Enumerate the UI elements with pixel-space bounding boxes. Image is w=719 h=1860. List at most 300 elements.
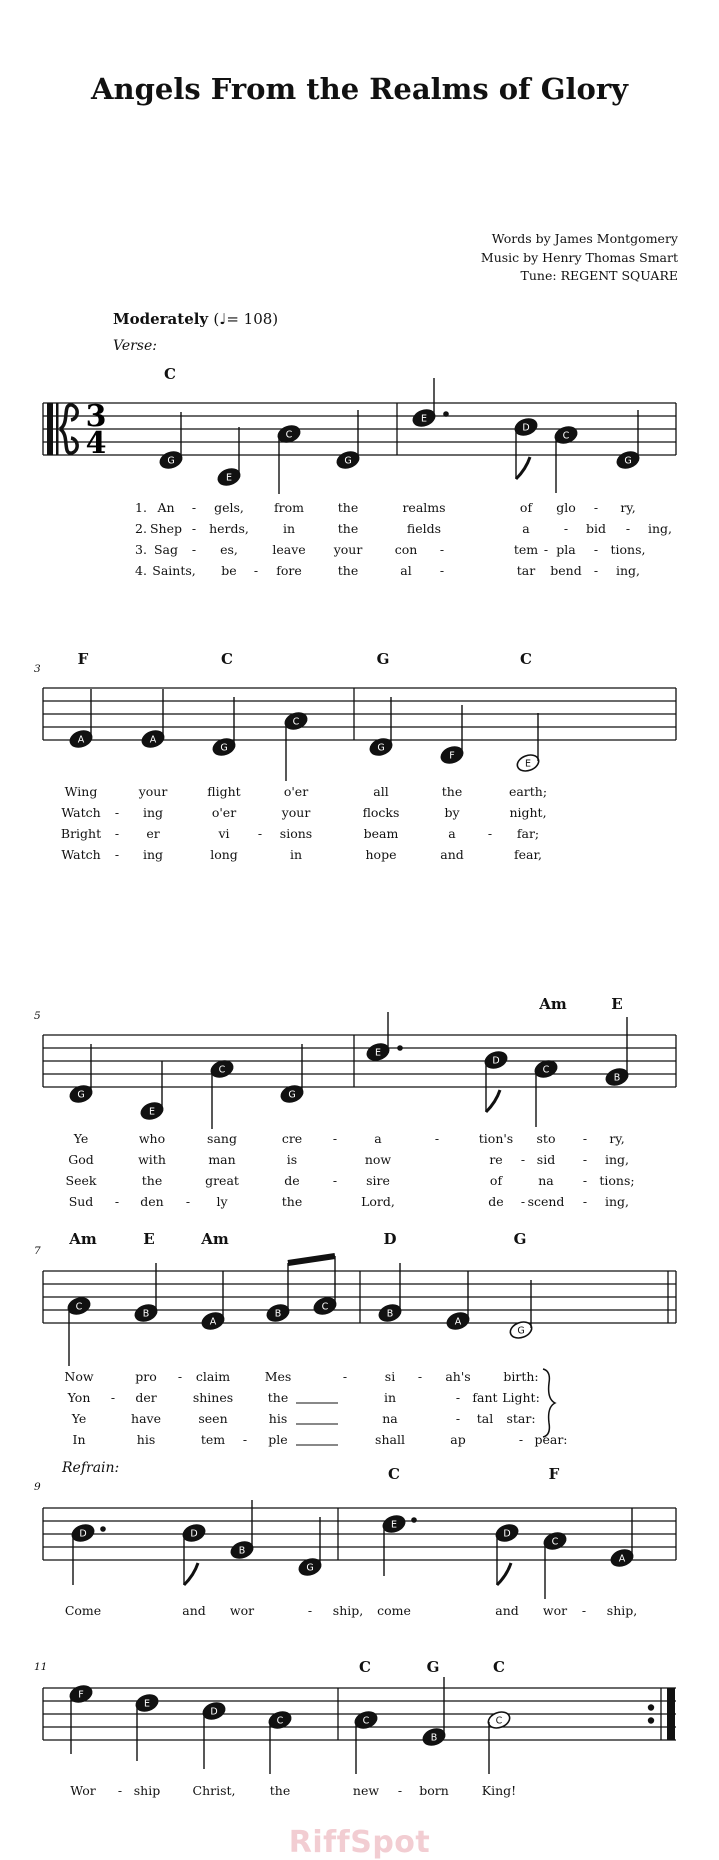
lyric-syllable: be — [221, 563, 237, 578]
chord-symbol: C — [388, 1465, 400, 1483]
lyric-syllable: sions — [279, 826, 313, 841]
lyric-syllable: Ye — [73, 1131, 89, 1146]
lyric-syllable: er — [146, 826, 160, 841]
staff-system — [43, 1688, 676, 1740]
refrain-lyric: and — [182, 1603, 206, 1618]
lyric-syllable: re — [489, 1152, 503, 1167]
lyric-syllable: Sud — [68, 1194, 94, 1209]
lyric-syllable: hope — [365, 847, 397, 862]
lyric-syllable: beam — [363, 826, 399, 841]
lyric-syllable: and — [440, 847, 464, 862]
lyric-syllable: is — [286, 1152, 298, 1167]
staff-system — [43, 688, 676, 740]
note-letter: F — [78, 1689, 84, 1701]
lyric-syllable: ly — [216, 1194, 228, 1209]
lyric-syllable: in — [289, 847, 303, 862]
lyric-syllable: by — [444, 805, 460, 820]
dot — [397, 1045, 403, 1051]
lyric-syllable: your — [281, 805, 311, 820]
note — [513, 416, 539, 479]
lyric-syllable: tions, — [610, 542, 646, 557]
chord-symbol: E — [143, 1230, 155, 1248]
lyric-syllable: man — [208, 1152, 236, 1167]
note-letter: G — [306, 1562, 314, 1574]
lyric-syllable: now — [364, 1152, 392, 1167]
note — [515, 713, 541, 774]
note — [68, 689, 94, 750]
note — [494, 1522, 520, 1585]
note-letter: A — [209, 1316, 217, 1328]
lyric-syllable: Light: — [502, 1390, 540, 1405]
lyric-syllable: Lord, — [361, 1194, 395, 1209]
note-letter: E — [225, 472, 233, 484]
note-letter: C — [362, 1715, 370, 1727]
lyric-syllable: Mes — [264, 1369, 292, 1384]
eighth-flag — [184, 1563, 198, 1585]
refrain-lyric: Wor — [70, 1783, 96, 1798]
lyric-syllable: fant — [472, 1390, 498, 1405]
refrain-label: Refrain: — [62, 1460, 120, 1476]
lyric-syllable: God — [68, 1152, 94, 1167]
note-letter: C — [218, 1064, 226, 1076]
refrain-lyric: - — [117, 1783, 123, 1798]
lyric-syllable: Now — [64, 1369, 94, 1384]
lyric-syllable: realms — [402, 500, 446, 515]
lyric-syllable: der — [135, 1390, 157, 1405]
lyric-syllable: ing, — [647, 521, 673, 536]
chord-symbol: C — [520, 650, 532, 668]
chord-symbol: G — [376, 650, 390, 668]
lyric-syllable: - — [114, 826, 120, 841]
lyric-syllable: birth: — [503, 1369, 539, 1384]
note — [283, 710, 309, 781]
eighth-flag — [516, 457, 530, 479]
lyric-syllable: - — [593, 563, 599, 578]
lyric-syllable: ple — [268, 1432, 288, 1447]
lyric-syllable: - — [177, 1369, 183, 1384]
lyric-syllable: - — [520, 1152, 526, 1167]
lyric-syllable: - — [625, 521, 631, 536]
lyric-syllable: sid — [536, 1152, 556, 1167]
lyric-syllable: in — [282, 521, 296, 536]
lyric-syllable: - — [257, 826, 263, 841]
lyric-syllable: Bright — [60, 826, 102, 841]
refrain-lyric: wor — [542, 1603, 568, 1618]
lyric-syllable: who — [138, 1131, 166, 1146]
refrain-lyric: and — [495, 1603, 519, 1618]
lyric-syllable: leave — [272, 542, 306, 557]
tempo-marking: Moderately (♩= 108) — [113, 310, 279, 328]
chord-symbol: D — [383, 1230, 397, 1248]
lyric-syllable: tal — [476, 1411, 494, 1426]
lyric-syllable: glo — [556, 500, 576, 515]
note-letter: C — [75, 1301, 83, 1313]
note — [140, 689, 166, 750]
note — [288, 1256, 338, 1317]
lyric-syllable: den — [140, 1194, 164, 1209]
lyric-syllable: from — [274, 500, 304, 515]
note-letter: C — [321, 1301, 329, 1313]
note-letter: C — [276, 1715, 284, 1727]
note — [181, 1522, 207, 1585]
refrain-lyric: wor — [229, 1603, 255, 1618]
note — [335, 410, 361, 471]
note — [68, 1683, 94, 1754]
lyric-syllable: - — [593, 542, 599, 557]
note — [486, 1709, 512, 1774]
lyric-syllable: Yon — [67, 1390, 91, 1405]
note-letter: A — [149, 734, 157, 746]
measure-number: 11 — [34, 1661, 48, 1673]
note-letter: C — [495, 1715, 503, 1727]
lyric-syllable: tions; — [599, 1173, 635, 1188]
note-letter: A — [77, 734, 85, 746]
lyric-syllable: tem — [200, 1432, 226, 1447]
lyric-syllable: - — [434, 1131, 440, 1146]
chord-symbol: F — [77, 650, 89, 668]
note-letter: E — [143, 1698, 151, 1710]
note-letter: E — [420, 413, 428, 425]
lyric-syllable: - — [520, 1194, 526, 1209]
lyric-syllable: tem — [513, 542, 539, 557]
lyric-syllable: have — [131, 1411, 161, 1426]
dot — [100, 1526, 106, 1532]
lyric-syllable: of — [489, 1173, 503, 1188]
lyric-syllable: in — [383, 1390, 397, 1405]
note — [615, 410, 641, 471]
note-letter: G — [288, 1089, 296, 1101]
note-letter: B — [613, 1072, 621, 1084]
note-letter: G — [77, 1089, 85, 1101]
lyric-syllable: a — [448, 826, 456, 841]
dot — [443, 411, 449, 417]
lyric-syllable: sang — [207, 1131, 237, 1146]
lyric-syllable: 2. — [135, 521, 147, 536]
lyric-syllable: the — [441, 784, 463, 799]
music-credit: Music by Henry Thomas Smart — [480, 250, 678, 265]
lyric-syllable: the — [337, 521, 359, 536]
quarter-note-icon: ♩ — [219, 310, 227, 328]
note — [553, 424, 579, 493]
lyric-syllable: bend — [550, 563, 582, 578]
lyric-syllable: shall — [375, 1432, 405, 1447]
lyric-syllable: In — [72, 1432, 86, 1447]
note — [209, 1058, 235, 1129]
time-signature-top: 3 — [85, 399, 107, 434]
refrain-lyric: Come — [64, 1603, 102, 1618]
note-letter: B — [238, 1545, 246, 1557]
lyric-syllable: your — [333, 542, 363, 557]
note — [66, 1295, 92, 1366]
note-letter: F — [449, 750, 455, 762]
lyric-syllable: a — [374, 1131, 382, 1146]
lyric-syllable: Saints, — [152, 563, 196, 578]
lyric-syllable: his — [136, 1432, 156, 1447]
note — [265, 1263, 291, 1324]
chord-symbol: C — [164, 365, 176, 383]
beam — [288, 1256, 335, 1263]
lyric-syllable: o'er — [283, 784, 309, 799]
lyric-syllable: all — [373, 784, 389, 799]
lyric-syllable: long — [210, 847, 238, 862]
dot — [411, 1517, 417, 1523]
note-letter: G — [624, 455, 632, 467]
lyric-syllable: ing, — [615, 563, 641, 578]
note-letter: G — [220, 742, 228, 754]
lyric-syllable: your — [138, 784, 168, 799]
chord-symbol: C — [493, 1658, 505, 1676]
measure-number: 7 — [34, 1245, 41, 1257]
lyric-syllable: ry, — [609, 1131, 625, 1146]
eighth-flag — [497, 1563, 511, 1585]
lyric-syllable: seen — [198, 1411, 228, 1426]
lyric-syllable: na — [538, 1173, 554, 1188]
lyric-syllable: his — [268, 1411, 288, 1426]
note-letter: B — [386, 1308, 394, 1320]
lyric-syllable: fear, — [513, 847, 543, 862]
song-title: Angels From the Realms of Glory — [91, 72, 628, 106]
tempo-bpm: = 108 — [226, 310, 273, 328]
words-credit: Words by James Montgomery — [491, 231, 678, 246]
note — [483, 1049, 509, 1112]
note — [133, 1263, 159, 1324]
tune-credit: Tune: REGENT SQUARE — [520, 268, 678, 283]
note-letter: B — [274, 1308, 282, 1320]
refrain-lyric: ship, — [606, 1603, 638, 1618]
note-letter: G — [377, 742, 385, 754]
lyric-syllable: - — [417, 1369, 423, 1384]
lyric-syllable: - — [114, 847, 120, 862]
chord-symbol: Am — [201, 1230, 229, 1248]
lyric-syllable: - — [487, 826, 493, 841]
note-letter: D — [190, 1528, 198, 1540]
note-letter: D — [79, 1528, 87, 1540]
measure-number: 9 — [34, 1481, 41, 1493]
lyric-syllable: the — [267, 1390, 289, 1405]
time-signature-bottom: 4 — [85, 426, 107, 461]
lyric-syllable: star: — [506, 1411, 536, 1426]
lyric-brace — [543, 1369, 555, 1437]
refrain-lyric: new — [352, 1783, 380, 1798]
note-letter: D — [492, 1055, 500, 1067]
lyric-syllable: ing, — [604, 1152, 630, 1167]
lyric-syllable: al — [400, 563, 412, 578]
lyric-syllable: ing — [142, 847, 164, 862]
lyric-syllable: the — [337, 500, 359, 515]
lyric-syllable: - — [593, 500, 599, 515]
note — [542, 1530, 568, 1599]
lyric-syllable: cre — [281, 1131, 303, 1146]
note-letter: B — [430, 1732, 438, 1744]
lyric-syllable: - — [253, 563, 259, 578]
lyric-syllable: pear: — [534, 1432, 568, 1447]
lyric-syllable: the — [141, 1173, 163, 1188]
note — [70, 1522, 106, 1585]
lyric-syllable: con — [394, 542, 418, 557]
lyric-syllable: - — [110, 1390, 116, 1405]
lyric-syllable: - — [518, 1432, 524, 1447]
note — [381, 1513, 417, 1576]
lyric-syllable: - — [582, 1152, 588, 1167]
lyric-syllable: ing — [142, 805, 164, 820]
chord-symbol: Am — [539, 995, 567, 1013]
note — [201, 1700, 227, 1769]
refrain-lyric: - — [307, 1603, 313, 1618]
lyric-syllable: - — [342, 1369, 348, 1384]
note-letter: C — [285, 429, 293, 441]
refrain-lyric: born — [419, 1783, 449, 1798]
lyric-syllable: ap — [450, 1432, 466, 1447]
note-letter: C — [562, 430, 570, 442]
lyric-syllable: ah's — [445, 1369, 471, 1384]
refrain-lyric: ship, — [332, 1603, 364, 1618]
note — [139, 1061, 165, 1122]
lyric-syllable: earth; — [508, 784, 548, 799]
lyric-syllable: ry, — [620, 500, 636, 515]
lyric-syllable: - — [455, 1411, 461, 1426]
note-letter: C — [551, 1536, 559, 1548]
lyric-syllable: Sag — [153, 542, 179, 557]
lyric-syllable: - — [439, 563, 445, 578]
note-letter: D — [503, 1528, 511, 1540]
staff-system — [43, 1035, 676, 1087]
lyric-syllable: shines — [192, 1390, 234, 1405]
note — [377, 1263, 403, 1324]
riffspot-watermark: RiffSpot — [288, 1825, 431, 1860]
lyric-syllable: si — [384, 1369, 396, 1384]
lyric-syllable: Seek — [65, 1173, 97, 1188]
measure-number: 3 — [34, 663, 41, 675]
lyric-syllable: night, — [509, 805, 547, 820]
lyric-syllable: Shep — [149, 521, 183, 536]
repeat-dot — [648, 1704, 654, 1710]
note-letter: G — [344, 455, 352, 467]
lyric-syllable: - — [582, 1173, 588, 1188]
note — [200, 1271, 226, 1332]
refrain-lyric: come — [377, 1603, 411, 1618]
note-letter: D — [522, 422, 530, 434]
note-letter: E — [148, 1106, 156, 1118]
lyric-syllable: pro — [135, 1369, 157, 1384]
refrain-lyric: the — [269, 1783, 291, 1798]
chord-symbol: C — [359, 1658, 371, 1676]
note — [609, 1508, 635, 1569]
measure-number: 5 — [34, 1010, 41, 1022]
note — [533, 1058, 559, 1127]
refrain-lyric: ship — [133, 1783, 161, 1798]
lyric-syllable: na — [382, 1411, 398, 1426]
note-letter: B — [142, 1308, 150, 1320]
lyric-syllable: An — [157, 500, 175, 515]
lyric-syllable: the — [337, 563, 359, 578]
lyric-syllable: herds, — [209, 521, 249, 536]
lyric-syllable: - — [114, 805, 120, 820]
lyric-syllable: far; — [516, 826, 540, 841]
lyric-syllable: flight — [207, 784, 241, 799]
chord-symbol: Am — [69, 1230, 97, 1248]
note-letter: E — [374, 1047, 382, 1059]
chord-symbol: G — [426, 1658, 440, 1676]
note-letter: C — [542, 1064, 550, 1076]
lyric-syllable: - — [191, 521, 197, 536]
note-letter: G — [167, 455, 175, 467]
lyric-syllable: a — [522, 521, 530, 536]
lyric-syllable: es, — [220, 542, 238, 557]
lyric-syllable: o'er — [211, 805, 237, 820]
lyric-syllable: Watch — [61, 805, 101, 820]
lyric-syllable: vi — [218, 826, 230, 841]
lyric-syllable: great — [205, 1173, 239, 1188]
eighth-flag — [486, 1090, 500, 1112]
lyric-syllable: the — [281, 1194, 303, 1209]
refrain-lyric: - — [397, 1783, 403, 1798]
lyric-syllable: claim — [195, 1369, 231, 1384]
lyric-syllable: de — [488, 1194, 504, 1209]
refrain-lyric: Christ, — [192, 1783, 236, 1798]
final-barline — [667, 1688, 675, 1740]
note — [604, 1017, 630, 1088]
note — [229, 1500, 255, 1561]
lyric-syllable: ing, — [604, 1194, 630, 1209]
lyric-syllable: flocks — [362, 805, 400, 820]
staff-system — [43, 1508, 676, 1560]
lyric-syllable: - — [332, 1173, 338, 1188]
lyric-syllable: 4. — [135, 563, 147, 578]
lyric-syllable: - — [114, 1194, 120, 1209]
refrain-lyric: - — [581, 1603, 587, 1618]
note — [445, 1271, 471, 1332]
lyric-syllable: - — [191, 500, 197, 515]
note-letter: E — [524, 758, 532, 770]
note — [267, 1709, 293, 1774]
note-letter: A — [454, 1316, 462, 1328]
lyric-syllable: - — [543, 542, 549, 557]
lyric-syllable: de — [284, 1173, 300, 1188]
lyric-syllable: - — [582, 1131, 588, 1146]
note-letter: D — [210, 1706, 218, 1718]
lyric-syllable: Wing — [64, 784, 98, 799]
lyric-syllable: with — [138, 1152, 166, 1167]
lyric-syllable: scend — [527, 1194, 565, 1209]
note — [365, 1012, 403, 1063]
lyric-syllable: - — [242, 1432, 248, 1447]
lyric-syllable: gels, — [214, 500, 244, 515]
note — [353, 1709, 379, 1774]
repeat-dot — [648, 1717, 654, 1723]
note-letter: E — [390, 1519, 398, 1531]
lyric-syllable: Watch — [61, 847, 101, 862]
lyric-syllable: Ye — [71, 1411, 87, 1426]
lyric-syllable: 3. — [135, 542, 147, 557]
lyric-syllable: - — [455, 1390, 461, 1405]
chord-symbol: F — [548, 1465, 560, 1483]
lyric-syllable: - — [582, 1194, 588, 1209]
note-letter: G — [517, 1325, 525, 1337]
refrain-lyric: King! — [481, 1783, 517, 1798]
lyric-syllable: sto — [536, 1131, 556, 1146]
chord-symbol: E — [611, 995, 623, 1013]
lyric-syllable: tar — [516, 563, 536, 578]
lyric-syllable: bid — [585, 521, 607, 536]
lyric-syllable: - — [191, 542, 197, 557]
note-letter: C — [292, 716, 300, 728]
lyric-syllable: 1. — [135, 500, 147, 515]
lyric-syllable: - — [563, 521, 569, 536]
lyric-syllable: fore — [276, 563, 302, 578]
verse-label: Verse: — [113, 338, 157, 354]
lyric-syllable: pla — [556, 542, 576, 557]
tempo-label: Moderately — [113, 310, 209, 328]
